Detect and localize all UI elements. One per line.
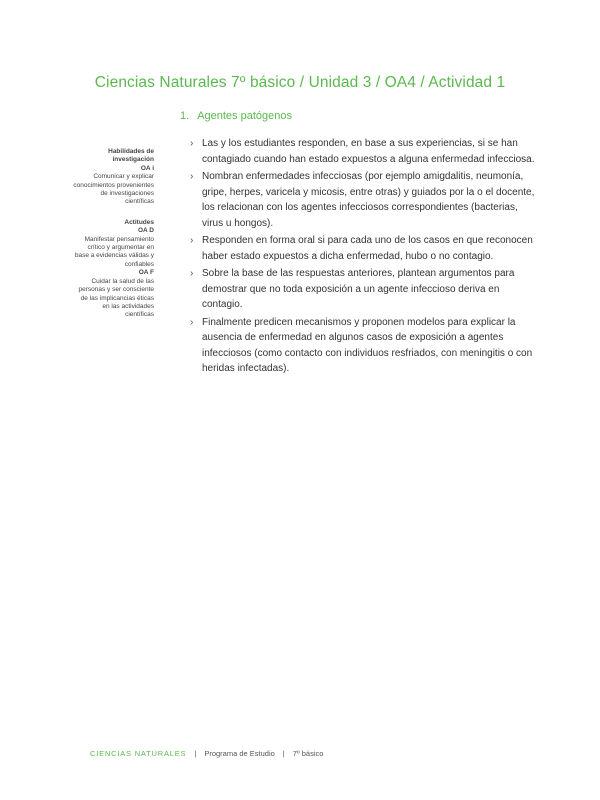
skill-code: OA i (140, 164, 154, 172)
list-item-text: Responden en forma oral si para cada uno de los casos en que reconocen haber estado expuestos a dicha enfermedad, hubo o no contagio. (202, 235, 533, 262)
bullet-marker: › (190, 138, 194, 149)
attitude-text: Cuidar la salud de las personas y ser consciente de las implicancias éticas en las actividades científicas (78, 277, 154, 319)
list-item-text: Las y los estudiantes responden, en base a sus experiencias, si se han contagiado cuando han estado expuestos a alguna enfermedad infecciosa. (202, 138, 535, 165)
skills-title: Habilidades de investigación (108, 148, 154, 164)
bullet-marker: › (190, 171, 194, 182)
bullet-marker: › (190, 268, 194, 279)
list-item (190, 233, 535, 264)
page-title: Ciencias Naturales 7º básico / Unidad 3 / OA4 / Actividad 1 (94, 74, 506, 92)
page-footer (90, 749, 323, 758)
activity-list (190, 136, 535, 379)
attitude-text: Manifestar pensamiento crítico y argumentar en base a evidencias válidas y confiables (74, 235, 154, 268)
attitudes-title: Actitudes (124, 218, 154, 226)
list-item (190, 315, 535, 377)
sidebar-spacer (72, 207, 154, 219)
sidebar-objectives (72, 148, 154, 320)
list-item (190, 169, 535, 231)
list-item-text: Nombran enfermedades infecciosas (por ejemplo amigdalitis, neumonía, gripe, herpes, varicela y micosis, entre otras) y guiados por la o el docente, los relacionan con los agentes infecciosos correspondientes (bacterias, virus u hongos). (202, 171, 535, 229)
bullet-marker: › (190, 316, 194, 328)
footer-separator: | (194, 749, 197, 758)
list-item-text: Sobre la base de las respuestas anteriores, plantean argumentos para demostrar que no toda exposición a un agente infeccioso deriva en contagio. (202, 268, 515, 310)
list-item (190, 136, 535, 167)
footer-separator: | (282, 749, 285, 758)
section-heading (180, 110, 292, 122)
list-item-text: Finalmente predicen mecanismos y proponen modelos para explicar la ausencia de enfermedad en algunos casos de exposición a agentes infecciosos (como contacto con individuos resfriados, con meningitis o con heridas infectadas). (202, 316, 533, 374)
attitude-code: OA D (137, 227, 154, 235)
list-item (190, 266, 535, 313)
skill-text: Comunicar y explicar conocimientos provenientes de investigaciones científicas (73, 173, 154, 206)
footer-program: Programa de Estudio (204, 749, 275, 758)
section-title: Agentes patógenos (197, 110, 292, 122)
footer-brand: CIENCIAS NATURALES (90, 749, 187, 758)
bullet-marker: › (190, 235, 194, 246)
section-number: 1. (180, 110, 190, 122)
attitude-code: OA F (138, 269, 154, 277)
footer-grade: 7º básico (292, 749, 324, 758)
